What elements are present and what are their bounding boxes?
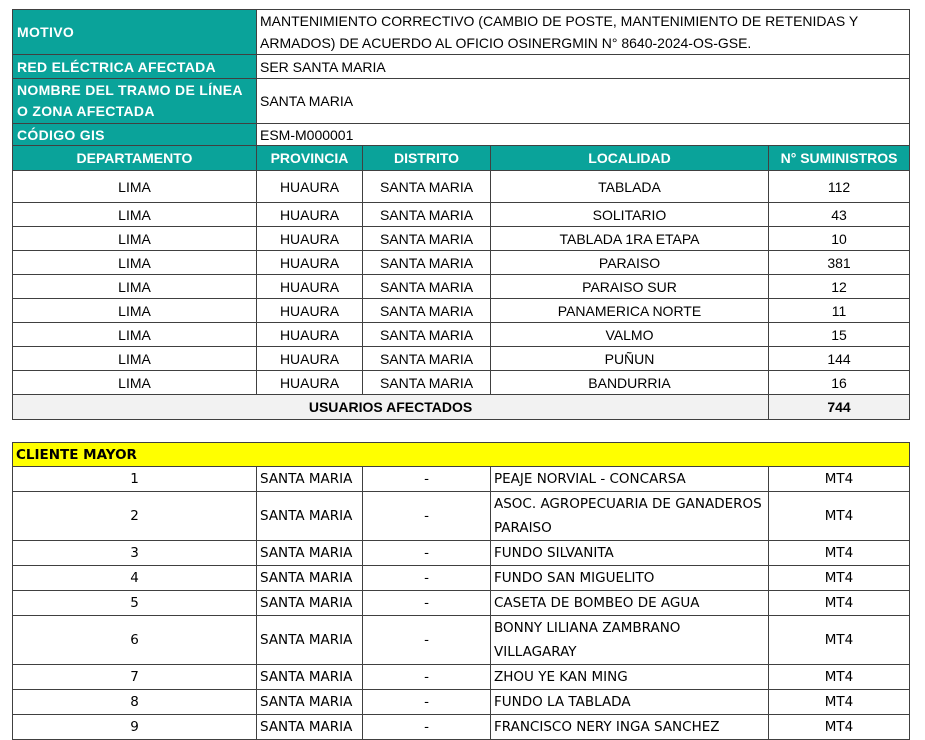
client-cliente: BONNY LILIANA ZAMBRANO VILLAGARAY [491, 616, 769, 665]
header-departamento: DEPARTAMENTO [13, 146, 257, 171]
list-item [13, 715, 910, 740]
cell-departamento: LIMA [13, 299, 257, 323]
cell-suministros: 43 [769, 203, 910, 227]
cell-departamento: LIMA [13, 371, 257, 395]
cell-distrito: SANTA MARIA [363, 371, 491, 395]
red-value: SER SANTA MARIA [257, 55, 910, 79]
client-localidad: - [363, 492, 491, 541]
list-item [13, 492, 910, 541]
cell-localidad: PARAISO SUR [491, 275, 769, 299]
client-distrito: SANTA MARIA [257, 492, 363, 541]
client-tension: MT4 [769, 591, 910, 616]
cell-distrito: SANTA MARIA [363, 299, 491, 323]
table-row [13, 203, 910, 227]
cell-distrito: SANTA MARIA [363, 347, 491, 371]
cell-departamento: LIMA [13, 323, 257, 347]
header-localidad: LOCALIDAD [491, 146, 769, 171]
client-distrito: SANTA MARIA [257, 541, 363, 566]
client-distrito: SANTA MARIA [257, 467, 363, 492]
cell-suministros: 12 [769, 275, 910, 299]
client-tension: MT4 [769, 467, 910, 492]
client-distrito: SANTA MARIA [257, 715, 363, 740]
cell-provincia: HUAURA [257, 347, 363, 371]
cell-localidad: TABLADA 1RA ETAPA [491, 227, 769, 251]
client-cliente: FUNDO LA TABLADA [491, 690, 769, 715]
cell-provincia: HUAURA [257, 371, 363, 395]
client-localidad: - [363, 690, 491, 715]
client-tension: MT4 [769, 616, 910, 665]
table-row [13, 347, 910, 371]
cell-suministros: 10 [769, 227, 910, 251]
client-item-number: 5 [13, 591, 257, 616]
client-localidad: - [363, 665, 491, 690]
cell-provincia: HUAURA [257, 227, 363, 251]
total-value: 744 [769, 395, 910, 420]
header-provincia: PROVINCIA [257, 146, 363, 171]
cell-distrito: SANTA MARIA [363, 227, 491, 251]
tramo-value: SANTA MARIA [257, 79, 910, 124]
client-tension: MT4 [769, 715, 910, 740]
client-item-number: 9 [13, 715, 257, 740]
client-item-number: 6 [13, 616, 257, 665]
cell-localidad: PARAISO [491, 251, 769, 275]
client-cliente: FUNDO SAN MIGUELITO [491, 566, 769, 591]
cell-provincia: HUAURA [257, 299, 363, 323]
table-row [13, 299, 910, 323]
table-row [13, 323, 910, 347]
cell-provincia: HUAURA [257, 251, 363, 275]
cell-departamento: LIMA [13, 251, 257, 275]
client-item-number: 3 [13, 541, 257, 566]
client-tension: MT4 [769, 492, 910, 541]
cell-provincia: HUAURA [257, 171, 363, 203]
cell-localidad: SOLITARIO [491, 203, 769, 227]
table-row [13, 275, 910, 299]
client-localidad: - [363, 715, 491, 740]
client-cliente: FUNDO SILVANITA [491, 541, 769, 566]
table-row [13, 251, 910, 275]
header-suministros: N° SUMINISTROS [769, 146, 910, 171]
cell-suministros: 11 [769, 299, 910, 323]
cell-suministros: 15 [769, 323, 910, 347]
cell-localidad: PUÑUN [491, 347, 769, 371]
client-item-number: 8 [13, 690, 257, 715]
client-tension: MT4 [769, 566, 910, 591]
motivo-label: MOTIVO [13, 10, 257, 55]
cliente-mayor-title: CLIENTE MAYOR [13, 443, 910, 467]
client-distrito: SANTA MARIA [257, 566, 363, 591]
cell-suministros: 381 [769, 251, 910, 275]
cell-localidad: TABLADA [491, 171, 769, 203]
total-label: USUARIOS AFECTADOS [13, 395, 769, 420]
cell-distrito: SANTA MARIA [363, 251, 491, 275]
cell-departamento: LIMA [13, 227, 257, 251]
client-tension: MT4 [769, 690, 910, 715]
list-item [13, 541, 910, 566]
gis-label: CÓDIGO GIS [13, 124, 257, 146]
cell-departamento: LIMA [13, 347, 257, 371]
cell-departamento: LIMA [13, 171, 257, 203]
client-tension: MT4 [769, 541, 910, 566]
cell-provincia: HUAURA [257, 203, 363, 227]
cell-departamento: LIMA [13, 203, 257, 227]
table-row [13, 227, 910, 251]
list-item [13, 690, 910, 715]
list-item [13, 591, 910, 616]
client-cliente: CASETA DE BOMBEO DE AGUA [491, 591, 769, 616]
gis-value: ESM-M000001 [257, 124, 910, 146]
major-clients-table [12, 442, 910, 740]
client-item-number: 2 [13, 492, 257, 541]
client-distrito: SANTA MARIA [257, 616, 363, 665]
cell-localidad: VALMO [491, 323, 769, 347]
cell-localidad: PANAMERICA NORTE [491, 299, 769, 323]
cell-provincia: HUAURA [257, 275, 363, 299]
tramo-label: NOMBRE DEL TRAMO DE LÍNEA O ZONA AFECTADA [13, 79, 257, 124]
client-cliente: PEAJE NORVIAL - CONCARSA [491, 467, 769, 492]
cell-distrito: SANTA MARIA [363, 171, 491, 203]
cell-localidad: BANDURRIA [491, 371, 769, 395]
client-item-number: 1 [13, 467, 257, 492]
list-item [13, 616, 910, 665]
client-item-number: 7 [13, 665, 257, 690]
client-localidad: - [363, 566, 491, 591]
list-item [13, 566, 910, 591]
client-cliente: FRANCISCO NERY INGA SANCHEZ [491, 715, 769, 740]
motivo-value: MANTENIMIENTO CORRECTIVO (CAMBIO DE POSTE, MANTENIMIENTO DE RETENIDAS Y ARMADOS) DE ACUERDO AL OFICIO OSINERGMIN N° 8640-2024-OS-GSE. [257, 10, 910, 55]
client-distrito: SANTA MARIA [257, 591, 363, 616]
list-item [13, 665, 910, 690]
client-distrito: SANTA MARIA [257, 665, 363, 690]
cell-suministros: 112 [769, 171, 910, 203]
client-localidad: - [363, 616, 491, 665]
cell-distrito: SANTA MARIA [363, 323, 491, 347]
client-cliente: ASOC. AGROPECUARIA DE GANADEROS PARAISO [491, 492, 769, 541]
interruption-table [12, 9, 910, 420]
client-cliente: ZHOU YE KAN MING [491, 665, 769, 690]
client-localidad: - [363, 467, 491, 492]
cell-distrito: SANTA MARIA [363, 203, 491, 227]
cell-suministros: 16 [769, 371, 910, 395]
client-localidad: - [363, 541, 491, 566]
header-distrito: DISTRITO [363, 146, 491, 171]
cell-departamento: LIMA [13, 275, 257, 299]
client-item-number: 4 [13, 566, 257, 591]
table-row [13, 171, 910, 203]
table-row [13, 371, 910, 395]
cell-provincia: HUAURA [257, 323, 363, 347]
cell-distrito: SANTA MARIA [363, 275, 491, 299]
client-localidad: - [363, 591, 491, 616]
cell-suministros: 144 [769, 347, 910, 371]
client-tension: MT4 [769, 665, 910, 690]
red-label: RED ELÉCTRICA AFECTADA [13, 55, 257, 79]
list-item [13, 467, 910, 492]
client-distrito: SANTA MARIA [257, 690, 363, 715]
